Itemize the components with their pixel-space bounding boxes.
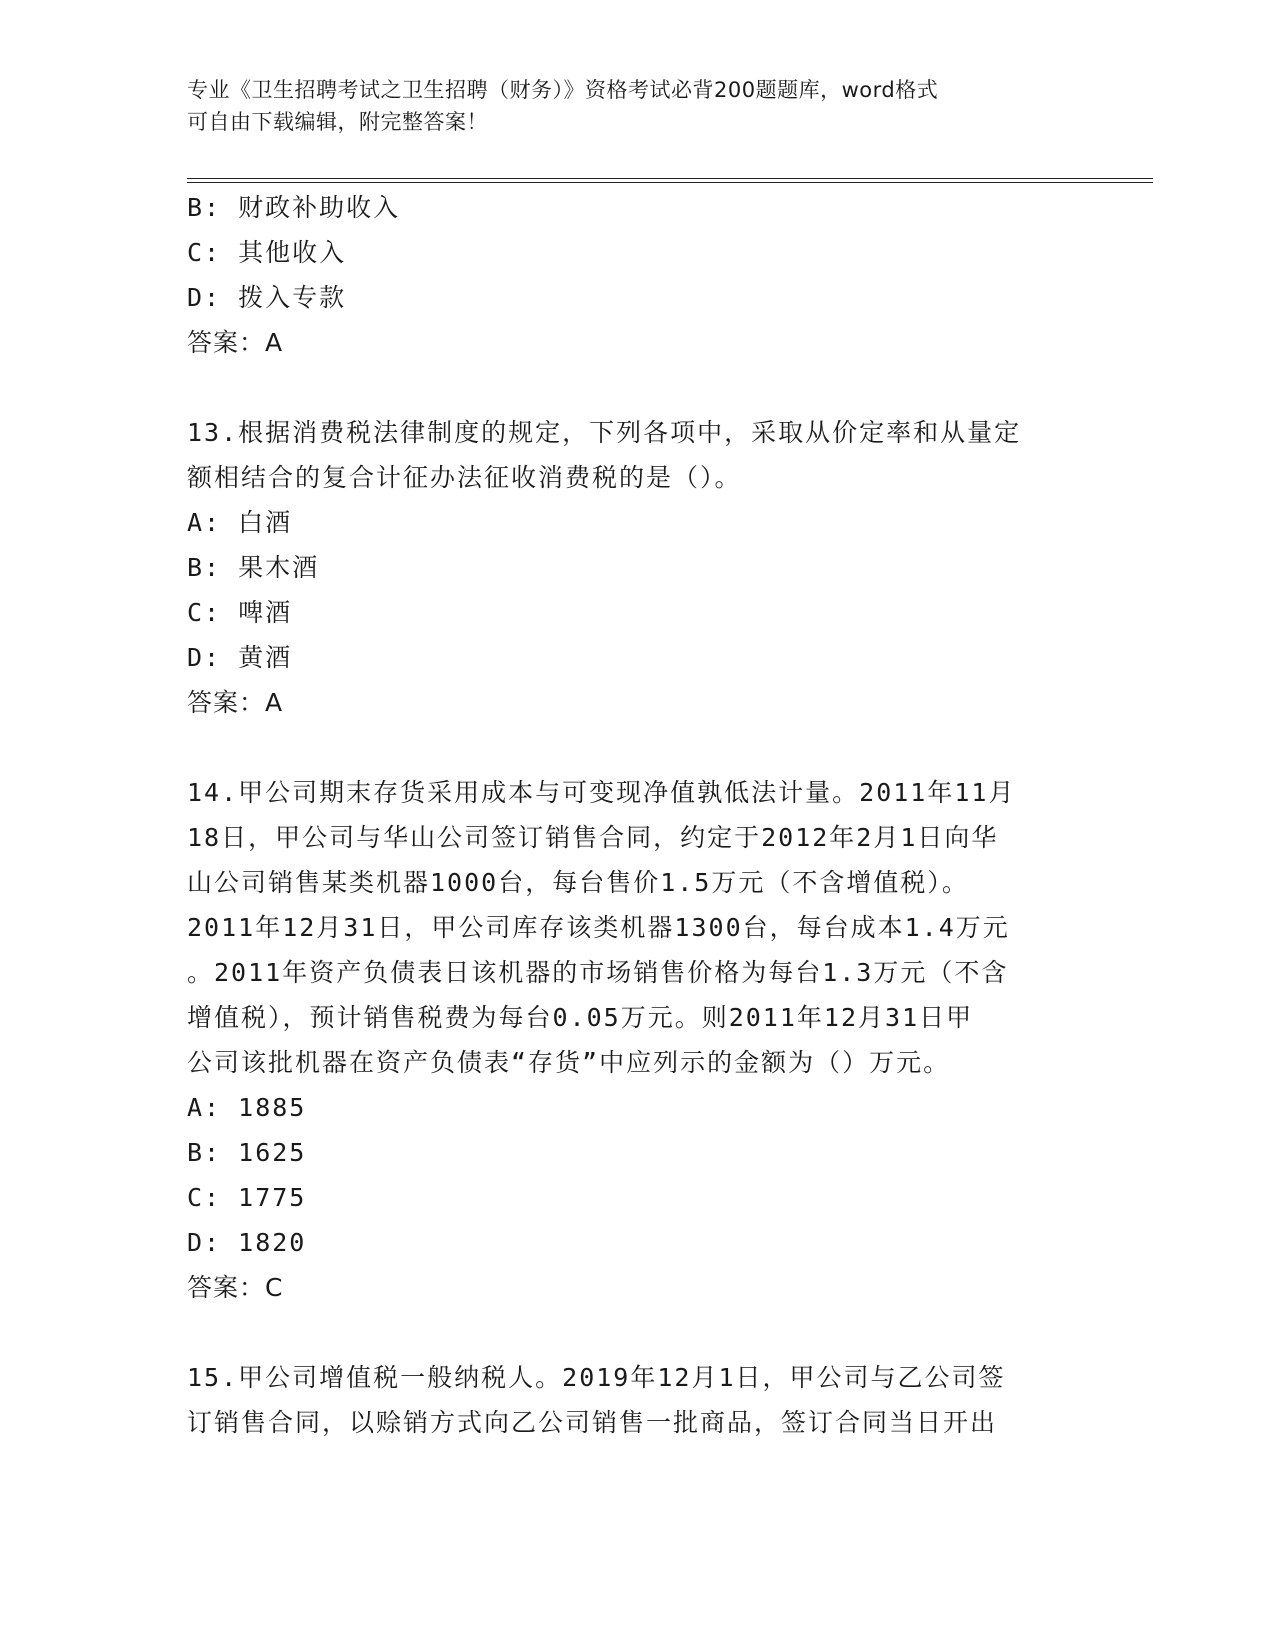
header-divider-top [187,178,1153,179]
q14-option-c: C: 1775 [187,1183,307,1212]
q12-option-b: B: 财政补助收入 [187,193,401,222]
q14-stem-line5: 。2011年资产负债表日该机器的市场销售价格为每台1.3万元（不含 [187,958,1009,987]
q13-option-c: C: 啤酒 [187,598,293,627]
document-header [187,74,1087,138]
header-divider-bottom [187,182,1153,183]
q12-option-d: D: 拨入专款 [187,283,347,312]
q14-stem-line7: 公司该批机器在资产负债表“存货”中应列示的金额为（）万元。 [187,1048,951,1077]
header-title-line2: 可自由下载编辑，附完整答案！ [187,110,488,134]
q15-stem-line2: 订销售合同，以赊销方式向乙公司销售一批商品，签订合同当日开出 [187,1408,998,1437]
q13-option-a: A: 白酒 [187,508,293,537]
q13-option-b: B: 果木酒 [187,553,320,582]
q13-option-d: D: 黄酒 [187,643,293,672]
q12-answer: 答案：A [187,328,284,357]
q12-option-c: C: 其他收入 [187,238,347,267]
q14-stem-line4: 2011年12月31日，甲公司库存该类机器1300台，每台成本1.4万元 [187,913,1010,942]
q14-answer: 答案：C [187,1273,284,1302]
q13-stem-line1: 13.根据消费税法律制度的规定，下列各项中，采取从价定率和从量定 [187,418,1022,447]
header-title-line1: 专业《卫生招聘考试之卫生招聘（财务）》资格考试必背200题题库，word格式 [187,78,939,102]
q13-stem-line2: 额相结合的复合计征办法征收消费税的是（）。 [187,463,742,492]
q14-stem-line3: 山公司销售某类机器1000台，每台售价1.5万元（不含增值税）。 [187,868,969,897]
q13-answer: 答案：A [187,688,284,717]
q14-option-b: B: 1625 [187,1138,307,1167]
q15-stem-line1: 15.甲公司增值税一般纳税人。2019年12月1日，甲公司与乙公司签 [187,1363,1006,1392]
q14-option-d: D: 1820 [187,1228,307,1257]
q14-stem-line2: 18日，甲公司与华山公司签订销售合同，约定于2012年2月1日向华 [187,823,999,852]
q14-stem-line1: 14.甲公司期末存货采用成本与可变现净值孰低法计量。2011年11月 [187,778,1016,807]
q14-option-a: A: 1885 [187,1093,307,1122]
q14-stem-line6: 增值税），预计销售税费为每台0.05万元。则2011年12月31日甲 [187,1003,974,1032]
